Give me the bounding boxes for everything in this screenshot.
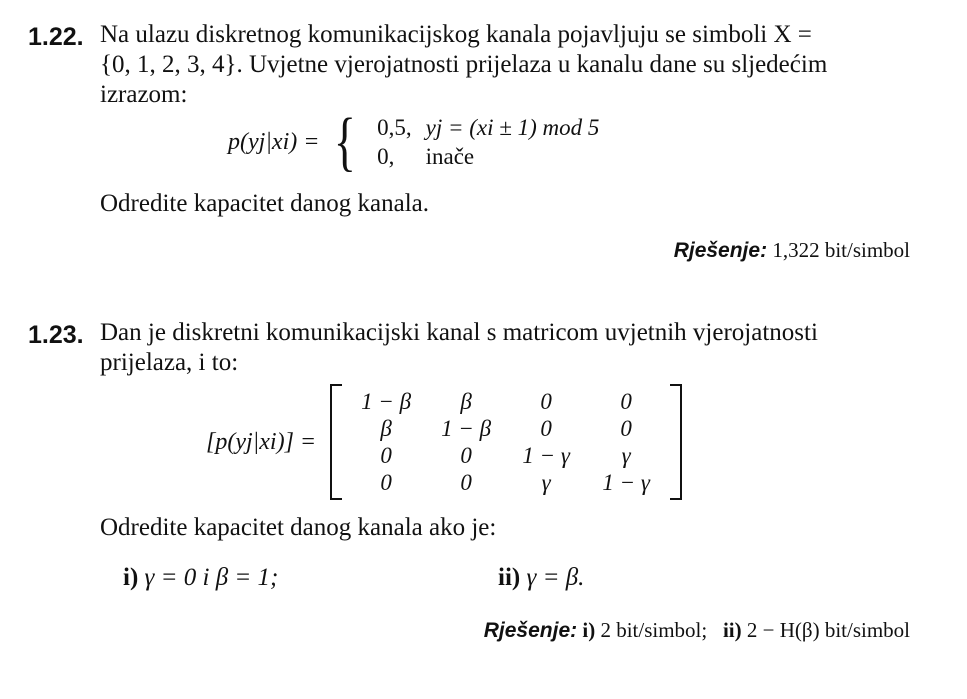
matrix-lhs: [p(yj|xi)] =: [206, 428, 317, 455]
solution-label: Rješenje:: [673, 239, 768, 262]
case-value: 0,5,: [377, 115, 412, 140]
case-text: γ = β.: [526, 564, 585, 591]
case-condition: inače: [425, 144, 475, 169]
solution-line: [674, 238, 910, 263]
problem-task: Odredite kapacitet danog kanala ako je:: [100, 514, 497, 541]
matrix-cell: 1 − β: [361, 389, 412, 414]
left-brace: {: [334, 105, 357, 178]
cases-table: [369, 112, 607, 172]
matrix-cell: 0: [620, 416, 632, 441]
case-i: [123, 564, 278, 592]
statement-line: prijelaza, i to:: [100, 349, 239, 376]
case-row: [371, 143, 605, 170]
matrix-cell: β: [460, 389, 472, 414]
solution-part-text: 2 bit/simbol;: [600, 618, 708, 642]
problem-1-22: [28, 20, 938, 262]
matrix-cell: 1 − γ: [602, 470, 650, 495]
solution-part-label: i): [582, 618, 596, 642]
case-ii: [498, 564, 584, 592]
case-row: [371, 114, 605, 141]
problem-number: 1.23.: [28, 321, 84, 349]
transition-matrix: [346, 388, 666, 496]
matrix-cell: 1 − γ: [522, 443, 570, 468]
matrix-cell: 0: [460, 443, 472, 468]
solution-label: Rješenje:: [483, 619, 578, 642]
statement-line: {0, 1, 2, 3, 4}. Uvjetne vjerojatnosti prijelaza u kanalu dane su sljedećim: [100, 51, 828, 78]
matrix-cell: β: [380, 416, 392, 441]
problem-number: 1.22.: [28, 23, 84, 51]
case-label: ii): [498, 564, 521, 591]
matrix-cell: 0: [380, 470, 392, 495]
statement-line: izrazom:: [100, 81, 188, 108]
solution-line: [484, 618, 910, 643]
equation-lhs: p(yj|xi) =: [228, 128, 320, 155]
right-bracket: [670, 384, 682, 500]
transition-matrix-equation: [206, 384, 686, 500]
left-bracket: [330, 384, 342, 500]
matrix-cell: 0: [620, 389, 632, 414]
matrix-row: [346, 415, 666, 442]
case-text: γ = 0 i β = 1;: [144, 564, 279, 591]
problem-task: Odredite kapacitet danog kanala.: [100, 190, 430, 217]
matrix-cell: γ: [621, 443, 631, 468]
matrix-cell: 1 − β: [441, 416, 492, 441]
case-label: i): [123, 564, 139, 591]
matrix-cell: 0: [380, 443, 392, 468]
case-condition: yj = (xi ± 1) mod 5: [425, 115, 600, 140]
matrix-row: [346, 388, 666, 415]
matrix-cell: 0: [460, 470, 472, 495]
statement-line: Na ulazu diskretnog komunikacijskog kanala pojavljuju se simboli X =: [100, 21, 812, 48]
matrix-cell: γ: [541, 470, 551, 495]
problem-1-23: [28, 318, 938, 642]
solution-part-label: ii): [722, 618, 742, 642]
case-value: 0,: [377, 144, 395, 169]
solution-value: 1,322 bit/simbol: [772, 238, 910, 262]
problem-statement: [100, 318, 938, 378]
matrix-row: [346, 469, 666, 496]
problem-statement: [100, 20, 938, 110]
matrix-cell: 0: [540, 416, 552, 441]
solution-part-text: 2 − H(β) bit/simbol: [746, 618, 910, 642]
conditional-probability-equation: [228, 105, 607, 178]
statement-line: Dan je diskretni komunikacijski kanal s matricom uvjetnih vjerojatnosti: [100, 319, 818, 346]
matrix-cell: 0: [540, 389, 552, 414]
matrix-row: [346, 442, 666, 469]
